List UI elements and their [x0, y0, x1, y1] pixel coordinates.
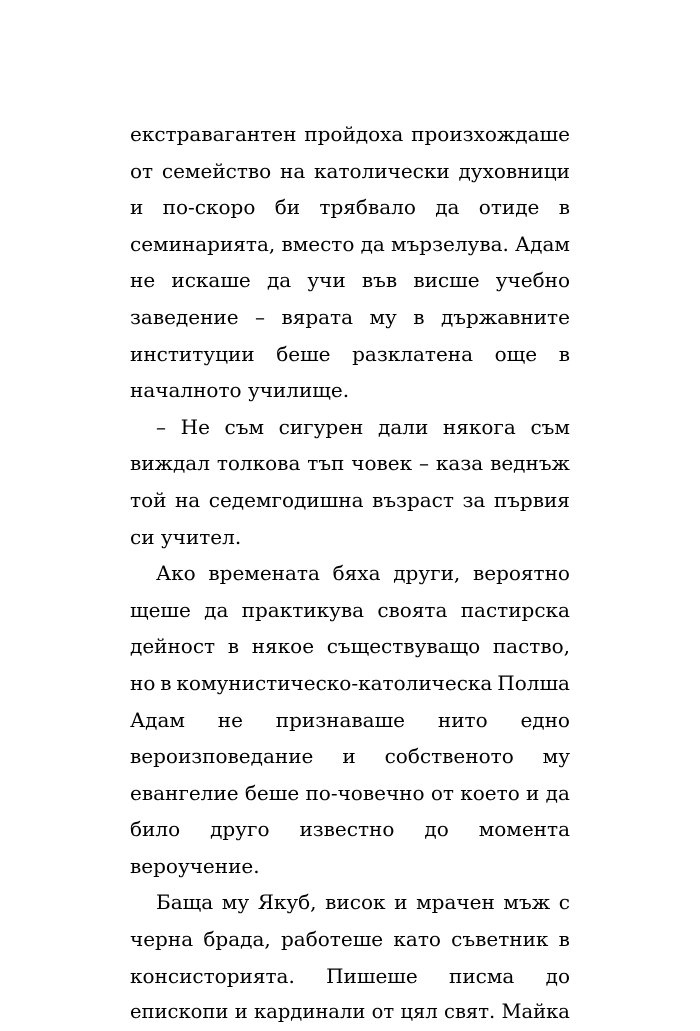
word: в — [160, 670, 172, 695]
word: му — [369, 304, 397, 329]
text-line — [130, 445, 570, 482]
word: своята — [377, 597, 448, 622]
text-line — [130, 226, 570, 263]
word: едно — [520, 707, 570, 732]
word: да — [435, 195, 460, 220]
text-line — [130, 262, 570, 299]
text-line — [130, 775, 570, 812]
word: писма — [449, 963, 515, 988]
word: произхождаше — [411, 122, 570, 146]
word: да — [266, 268, 292, 293]
word: с — [558, 890, 570, 915]
word: друго — [210, 817, 270, 842]
word: брада, — [203, 927, 271, 952]
word: и — [130, 195, 144, 220]
word: висше — [413, 268, 480, 293]
word: за — [462, 487, 486, 512]
word: възраст — [372, 487, 454, 512]
word: институции — [130, 341, 255, 366]
word: до — [545, 963, 570, 988]
word: да — [204, 597, 229, 622]
word: искаше — [171, 268, 251, 293]
word: трябвало — [319, 195, 416, 220]
word: разклатена — [352, 341, 474, 366]
word: във — [361, 268, 398, 293]
word: мъж — [503, 890, 551, 915]
text-line: си учител. — [130, 524, 242, 549]
text-line — [130, 116, 570, 153]
word: в — [558, 927, 570, 952]
word: той — [130, 487, 167, 512]
word: и — [394, 890, 408, 915]
word: екстравагантен — [130, 122, 297, 146]
word: – — [255, 304, 266, 329]
text-line — [130, 299, 570, 336]
word: Пишеше — [326, 963, 418, 988]
word: което — [460, 780, 520, 805]
text-line — [130, 336, 570, 373]
word: бяха — [332, 561, 381, 586]
word: семинарията, — [130, 231, 276, 256]
word: вероятно — [472, 561, 570, 586]
word: нито — [437, 707, 488, 732]
word: на — [174, 487, 201, 512]
text-line — [130, 702, 570, 739]
word: учебно — [495, 268, 570, 293]
word: вероизповедание — [130, 744, 314, 769]
word: семейство — [161, 158, 272, 183]
body-text — [130, 116, 570, 1031]
word: други, — [393, 561, 461, 586]
word: от — [130, 158, 154, 183]
word: по-скоро — [162, 195, 256, 220]
word: в — [227, 634, 240, 659]
word: по-човечно — [305, 780, 425, 805]
word: би — [274, 195, 301, 220]
word: толкова — [216, 451, 301, 476]
text-line: вероучение. — [130, 853, 260, 878]
word: собственото — [384, 744, 514, 769]
word: консисторията. — [130, 963, 295, 988]
word: не — [130, 268, 156, 293]
word: мрачен — [416, 890, 495, 915]
word: съм — [530, 414, 570, 439]
text-line — [130, 884, 570, 921]
word: виждал — [130, 451, 210, 476]
text-line — [130, 958, 570, 995]
text-line — [130, 628, 570, 665]
word: дейност — [130, 634, 216, 659]
word: Якуб, — [257, 890, 317, 915]
word: му — [221, 890, 250, 915]
word: дали — [378, 414, 429, 439]
word: Майка — [501, 1000, 570, 1024]
word: съветник — [451, 927, 549, 952]
text-line — [130, 409, 570, 446]
text-line: началното училище. — [130, 378, 350, 403]
word: известно — [299, 817, 395, 842]
word: било — [130, 817, 181, 842]
word: веднъж — [490, 451, 570, 476]
word: човек — [351, 451, 413, 476]
text-line — [130, 665, 570, 702]
word: беше — [276, 341, 331, 366]
word: пастирска — [460, 597, 570, 622]
word: епископи — [130, 1000, 229, 1024]
word: съществуващо — [326, 634, 481, 659]
word: в — [558, 341, 570, 366]
word: – — [156, 414, 166, 439]
word: от — [371, 1000, 395, 1024]
text-line — [130, 153, 570, 190]
word: пройдоха — [304, 122, 404, 146]
word: щеше — [130, 597, 191, 622]
word: цял — [400, 1000, 438, 1024]
word: вместо — [281, 231, 355, 256]
word: момента — [478, 817, 570, 842]
word: католически — [314, 158, 450, 183]
word: тъп — [307, 451, 345, 476]
word: му — [542, 744, 570, 769]
word: до — [424, 817, 449, 842]
text-line — [130, 738, 570, 775]
word: някое — [251, 634, 315, 659]
word: да — [545, 780, 570, 805]
word: първия — [493, 487, 570, 512]
word: паство, — [492, 634, 570, 659]
word: висок — [325, 890, 386, 915]
word: комунистическо-католическа — [176, 670, 493, 695]
text-line — [130, 189, 570, 226]
word: – — [419, 451, 430, 476]
word: някога — [442, 414, 516, 439]
word: Адам — [515, 231, 570, 256]
word: Адам — [130, 707, 185, 732]
word: не — [217, 707, 243, 732]
word: Полша — [497, 670, 570, 695]
word: съм — [224, 414, 265, 439]
word: седемгодишна — [208, 487, 364, 512]
text-line — [130, 592, 570, 629]
word: свят. — [444, 1000, 496, 1024]
word: беше — [244, 780, 300, 805]
word: държавните — [440, 304, 570, 329]
text-line — [130, 482, 570, 519]
word: и — [234, 1000, 248, 1024]
word: Не — [180, 414, 210, 439]
text-line — [130, 994, 570, 1031]
word: черна — [130, 927, 194, 952]
word: от — [430, 780, 454, 805]
word: каза — [435, 451, 484, 476]
word: но — [130, 670, 156, 695]
text-line — [130, 811, 570, 848]
word: Баща — [156, 890, 214, 915]
word: Ако — [156, 561, 196, 586]
word: признаваше — [275, 707, 406, 732]
word: времената — [208, 561, 320, 586]
word: сигурен — [278, 414, 364, 439]
word: още — [494, 341, 538, 366]
word: на — [280, 158, 306, 183]
word: в — [558, 195, 570, 220]
word: и — [342, 744, 356, 769]
word: отиде — [478, 195, 540, 220]
word: духовници — [458, 158, 570, 183]
text-line — [130, 921, 570, 958]
word: и — [526, 780, 540, 805]
text-line — [130, 555, 570, 592]
word: евангелие — [130, 780, 239, 805]
word: работеше — [281, 927, 384, 952]
word: мързелува. — [391, 231, 509, 256]
word: практикува — [241, 597, 365, 622]
word: учи — [307, 268, 346, 293]
word: в — [413, 304, 425, 329]
word: заведение — [130, 304, 239, 329]
word: кардинали — [254, 1000, 366, 1024]
word: да — [360, 231, 385, 256]
word: като — [393, 927, 441, 952]
word: вярата — [281, 304, 354, 329]
